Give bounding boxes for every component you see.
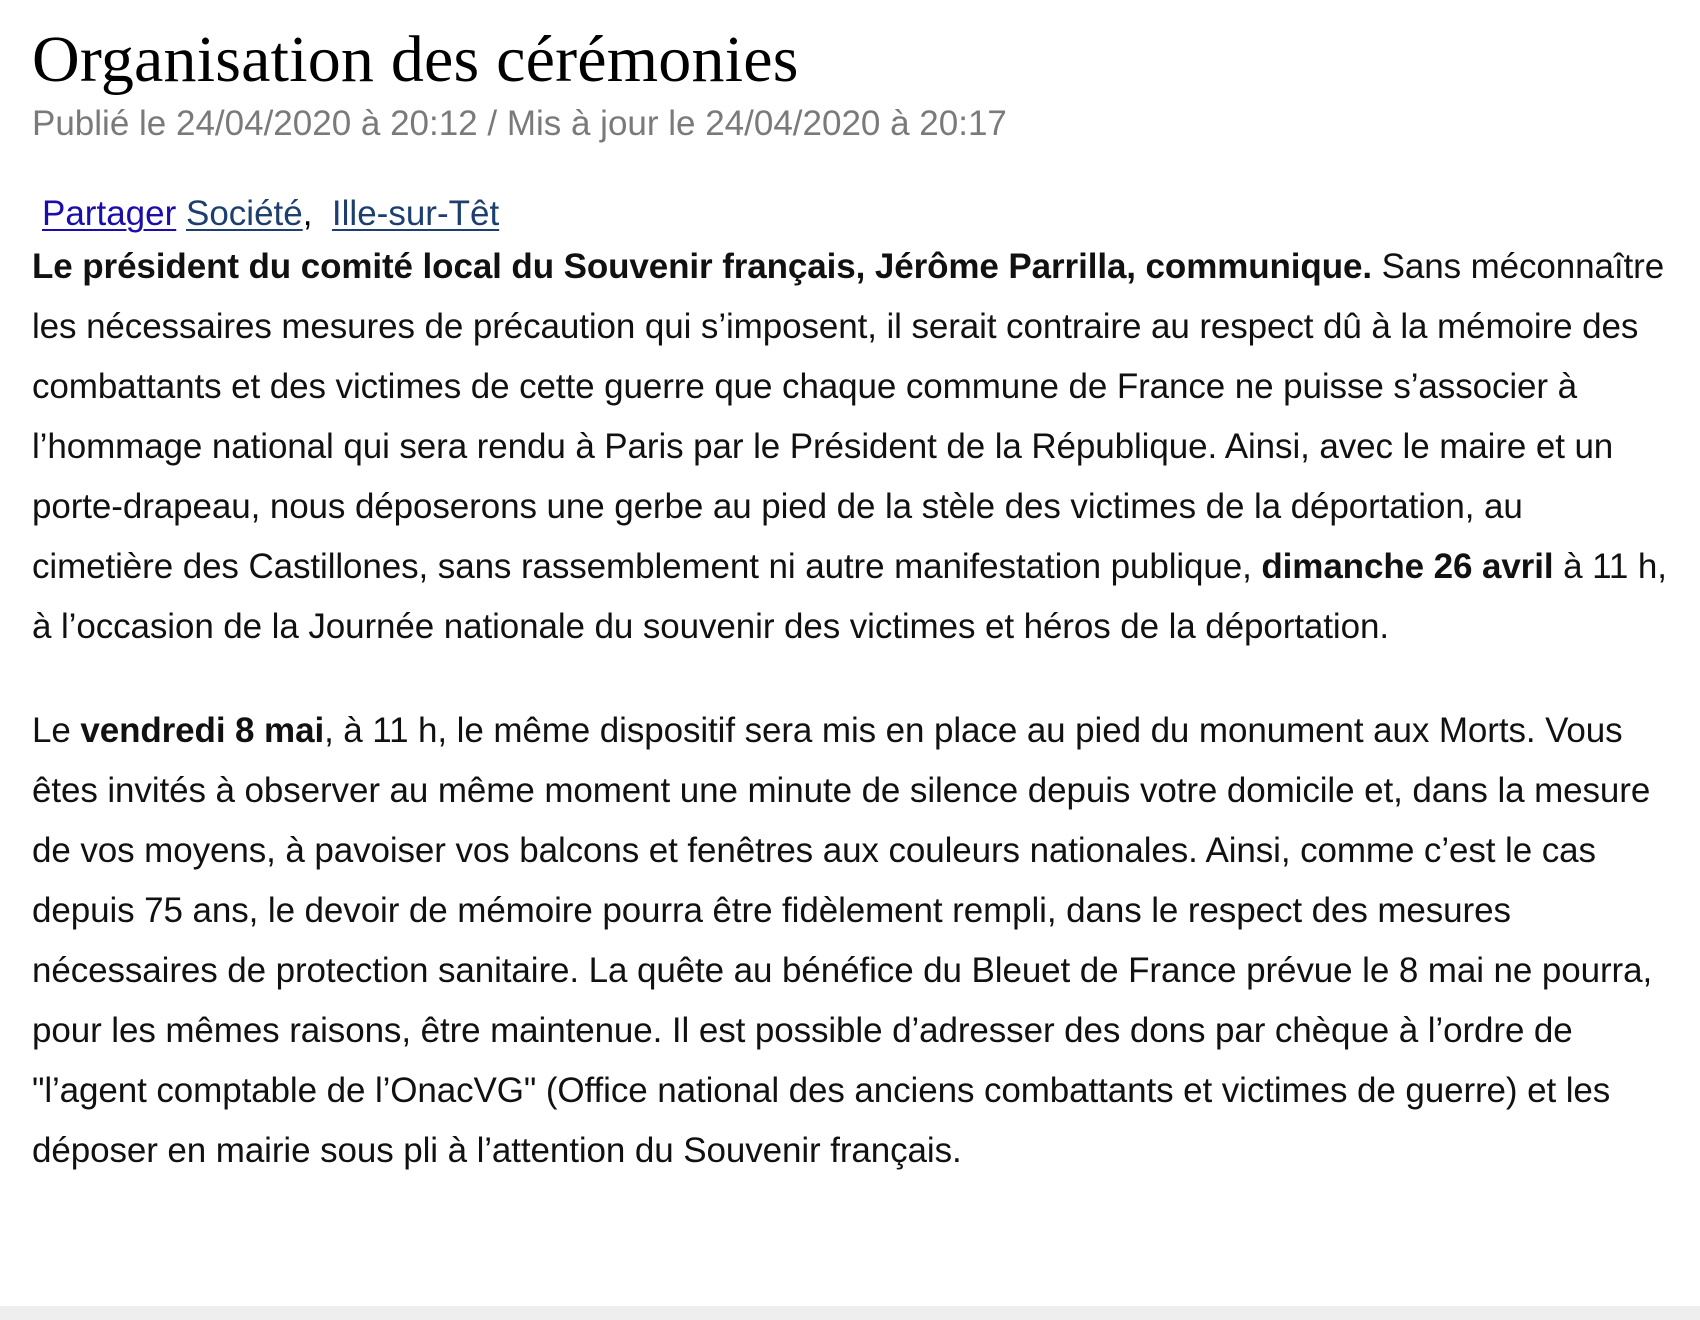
paragraph-1-text-a: Sans méconnaître les nécessaires mesures de précaution qui s’imposent, il serait contraire au respect dû à la mémoire des combattants et des victimes de cette guerre que chaque commune de France ne puisse s’associer à l’hommage national qui sera rendu à Paris par le Président de la République. Ainsi, avec le maire et un porte-drapeau, nous déposerons une gerbe au pied de la stèle des victimes de la déportation, au cimetière des Castillones, sans rassemblement ni autre manifestation publique,: [32, 247, 1665, 586]
paragraph-2-text-b: , à 11 h, le même dispositif sera mis en place au pied du monument aux Morts. Vous êtes invités à observer au même moment une minute de silence depuis votre domicile et, dans la mesure de vos moyens, à pavoiser vos balcons et fenêtres aux couleurs nationales. Ainsi, comme c’est le cas depuis 75 ans, le devoir de mémoire pourra être fidèlement rempli, dans le respect des mesures nécessaires de protection sanitaire. La quête au bénéfice du Bleuet de France prévue le 8 mai ne pourra, pour les mêmes raisons, être maintenue. Il est possible d’adresser des dons par chèque à l’ordre de "l’agent comptable de l’OnacVG" (Office national des anciens combattants et victimes de guerre) et les déposer en mairie sous pli à l’attention du Souvenir français.: [32, 711, 1653, 1170]
paragraph-2-text-a: Le: [32, 711, 81, 750]
article-links: [32, 191, 1672, 237]
lead-text: Le président du comité local du Souvenir français, Jérôme Parrilla, communique.: [32, 247, 1372, 286]
article-body: [32, 237, 1672, 1181]
share-link[interactable]: Partager: [42, 194, 177, 233]
paragraph-2: [32, 701, 1672, 1181]
publication-dates: Publié le 24/04/2020 à 20:12 / Mis à jour le 24/04/2020 à 20:17: [32, 104, 1007, 143]
location-link[interactable]: Ille-sur-Têt: [331, 194, 500, 233]
article-container: [32, 18, 1672, 1181]
paragraph-1: [32, 237, 1672, 657]
link-separator: ,: [302, 194, 313, 233]
page-title: Organisation des cérémonies: [32, 23, 799, 96]
bottom-bar: [0, 1306, 1700, 1320]
paragraph-1-date: dimanche 26 avril: [1261, 547, 1554, 586]
paragraph-2-date: vendredi 8 mai: [80, 711, 325, 750]
paragraph-1-text-b: à 11 h, à l’occasion de la Journée nationale du souvenir des victimes et héros de la déportation.: [32, 547, 1667, 646]
category-link[interactable]: Société: [185, 194, 303, 233]
